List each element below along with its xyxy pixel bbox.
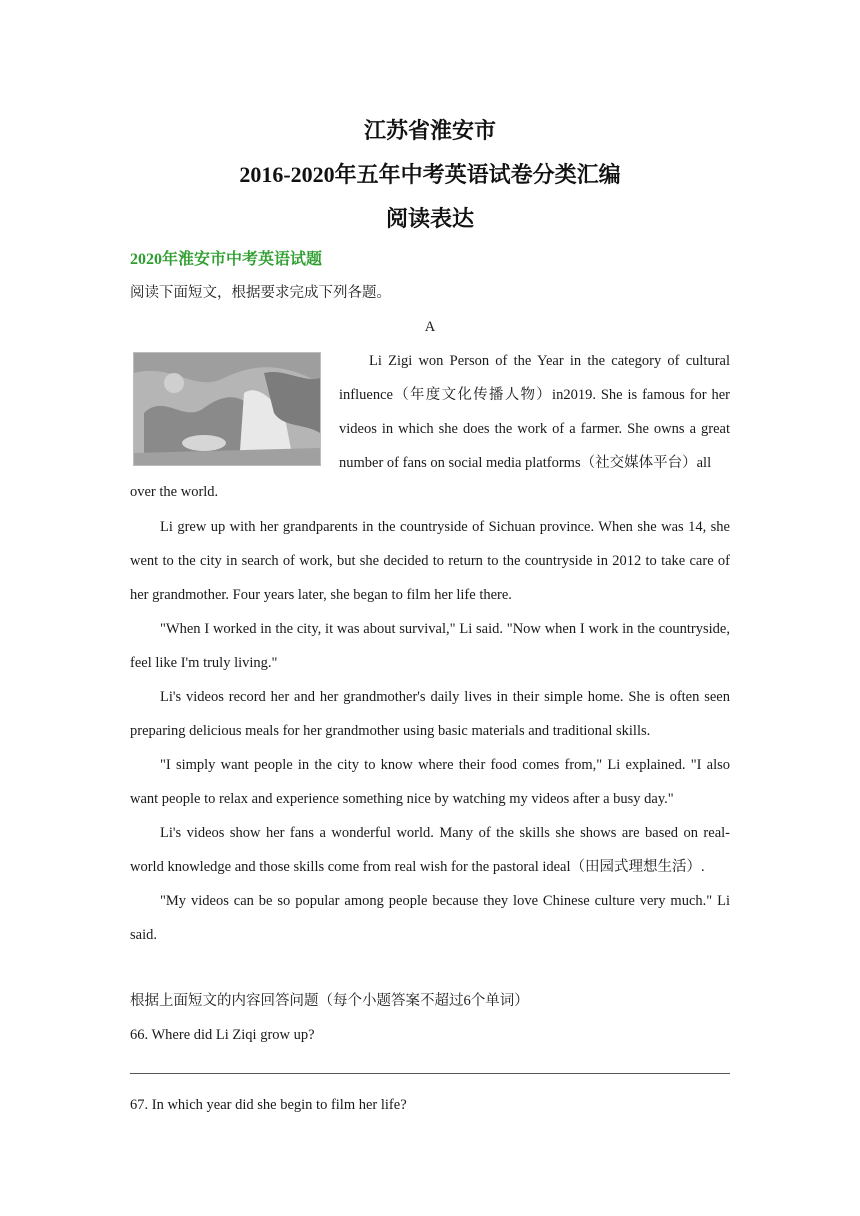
answer-line-66[interactable] (130, 1073, 730, 1074)
title-topic: 阅读表达 (385, 206, 474, 231)
passage-paragraph: Li's videos record her and her grandmother's daily lives in their simple home. She is often seen preparing delicious meals for her grandmother using basic materials and traditional skills. (130, 689, 730, 739)
passage-paragraph: "When I worked in the city, it was about survival," Li said. "Now when I work in the countryside, feel like I'm truly living." (130, 621, 730, 671)
passage-paragraph-1: Li Zigi won Person of the Year in the category of cultural influence（年度文化传播人物）in2019. She is famous for her videos in which she does the work of a farmer. She owns a great number of fans on social media platforms（社交媒体平台）all (339, 353, 730, 471)
reading-instruction: 阅读下面短文，根据要求完成下列各题。 (130, 285, 391, 301)
question-66: 66. Where did Li Ziqi grow up? (130, 1027, 315, 1043)
passage-body (130, 510, 730, 952)
questions-instruction: 根据上面短文的内容回答问题（每个小题答案不超过6个单词） (130, 993, 529, 1009)
passage-paragraph: Li's videos show her fans a wonderful world. Many of the skills she shows are based on real-world knowledge and those skills come from real wish for the pastoral ideal（田园式理想生活）. (130, 825, 730, 875)
passage-label: A (424, 319, 436, 335)
passage-paragraph-1-tail: over the world. (130, 484, 219, 500)
passage-photo (133, 352, 321, 466)
title-collection: 2016-2020年五年中考英语试卷分类汇编 (239, 162, 621, 187)
passage-paragraph: Li grew up with her grandparents in the countryside of Sichuan province. When she was 14, she went to the city in search of work, but she decided to return to the countryside in 2012 to take care of her grandmother. Four years later, she began to film her life there. (130, 519, 730, 603)
passage-paragraph: "My videos can be so popular among people because they love Chinese culture very much." Li said. (130, 893, 730, 943)
passage-paragraph: "I simply want people in the city to know where their food comes from," Li explained. "I also want people to relax and experience something nice by watching my videos after a busy day." (130, 757, 730, 807)
section-heading: 2020年淮安市中考英语试题 (130, 251, 323, 268)
question-67: 67. In which year did she begin to film her life? (130, 1097, 407, 1113)
title-province: 江苏省淮安市 (363, 118, 496, 143)
